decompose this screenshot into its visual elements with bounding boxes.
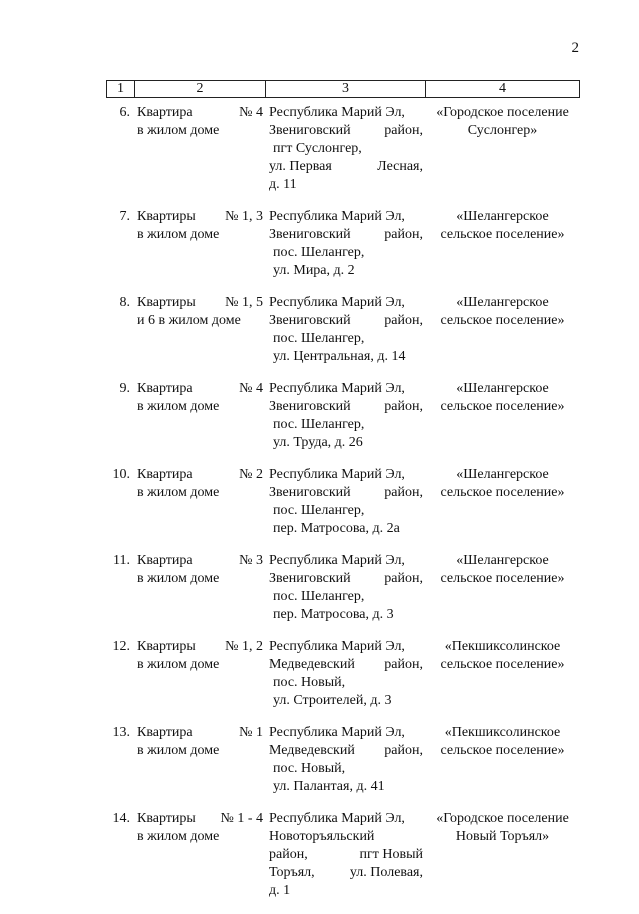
object-name-cell [134, 380, 265, 452]
address-part: Республика Марий Эл, [269, 467, 405, 482]
row-number: 13. [112, 725, 130, 740]
object-number: № 3 [239, 553, 263, 568]
object-location: в жилом доме [137, 399, 220, 414]
address-cell [265, 810, 425, 900]
address-part: Звениговский [269, 571, 351, 586]
object-name-cell [134, 466, 265, 538]
address-part: Республика Марий Эл, [269, 381, 405, 396]
table-header [106, 80, 580, 98]
table-row [106, 380, 580, 452]
object-type: Квартиры [137, 209, 196, 224]
municipality-line: сельское поселение» [440, 227, 565, 242]
municipality-line: «Пекшиксолинское [444, 725, 561, 740]
header-col-3: 3 [266, 81, 426, 97]
table-body [106, 104, 580, 914]
address-cell [265, 294, 425, 366]
address-part: Звениговский [269, 485, 351, 500]
address-part: Республика Марий Эл, [269, 209, 405, 224]
municipality-line: сельское поселение» [440, 485, 565, 500]
address-part: пос. Новый, [273, 761, 346, 776]
municipality-cell [425, 380, 580, 452]
object-number: № 4 [239, 105, 263, 120]
table-row [106, 552, 580, 624]
object-type: Квартира [137, 467, 193, 482]
address-part: ул. Строителей, д. 3 [273, 693, 392, 708]
address-part: район, [384, 571, 423, 586]
address-cell [265, 466, 425, 538]
municipality-line: «Городское поселение [436, 811, 569, 826]
object-location: и 6 в жилом доме [137, 313, 241, 328]
table-row [106, 294, 580, 366]
header-col-4: 4 [499, 81, 506, 96]
header-col-1: 1 [107, 81, 135, 97]
address-part: ул. Мира, д. 2 [273, 263, 355, 278]
row-number: 6. [119, 105, 130, 120]
municipality-line: «Шелангерское [456, 209, 549, 224]
address-part: Республика Марий Эл, [269, 725, 405, 740]
address-part: Республика Марий Эл, [269, 553, 405, 568]
address-part: Медведевский [269, 657, 355, 672]
municipality-line: Суслонгер» [467, 123, 538, 138]
address-cell [265, 638, 425, 710]
address-part: район, [384, 227, 423, 242]
object-number: № 2 [239, 467, 263, 482]
table-row [106, 638, 580, 710]
address-part: район, [384, 313, 423, 328]
address-part: ул. Центральная, д. 14 [273, 349, 406, 364]
object-name-cell [134, 104, 265, 194]
municipality-line: сельское поселение» [440, 399, 565, 414]
address-part: Медведевский [269, 743, 355, 758]
address-part: район, [384, 657, 423, 672]
address-part: д. 1 [269, 883, 291, 898]
object-type: Квартира [137, 553, 193, 568]
object-location: в жилом доме [137, 485, 220, 500]
municipality-line: сельское поселение» [440, 313, 565, 328]
object-location: в жилом доме [137, 657, 220, 672]
table-row [106, 104, 580, 194]
object-type: Квартиры [137, 295, 196, 310]
address-cell [265, 208, 425, 280]
municipality-cell [425, 724, 580, 796]
municipality-line: «Шелангерское [456, 381, 549, 396]
object-location: в жилом доме [137, 829, 220, 844]
object-number: № 1 - 4 [220, 811, 263, 826]
page-number: 2 [571, 40, 579, 56]
address-part: ул. Первая [269, 159, 332, 174]
object-number: № 1, 2 [225, 639, 263, 654]
address-part: район, [384, 743, 423, 758]
address-part: пос. Шелангер, [273, 245, 365, 260]
address-part: Звениговский [269, 313, 351, 328]
municipality-cell [425, 208, 580, 280]
object-type: Квартира [137, 725, 193, 740]
address-part: район, [384, 123, 423, 138]
object-number: № 1 [239, 725, 263, 740]
table-row [106, 466, 580, 538]
address-part: ул. Палантая, д. 41 [273, 779, 385, 794]
row-number: 11. [113, 553, 130, 568]
municipality-line: сельское поселение» [440, 571, 565, 586]
municipality-line: «Шелангерское [456, 467, 549, 482]
object-name-cell [134, 552, 265, 624]
object-type: Квартира [137, 381, 193, 396]
municipality-line: сельское поселение» [440, 657, 565, 672]
municipality-line: «Шелангерское [456, 553, 549, 568]
address-cell [265, 104, 425, 194]
row-number: 7. [119, 209, 130, 224]
object-name-cell [134, 294, 265, 366]
object-location: в жилом доме [137, 227, 220, 242]
object-name-cell [134, 208, 265, 280]
table-row [106, 810, 580, 900]
address-part: район, [269, 847, 308, 862]
address-part: Республика Марий Эл, [269, 105, 405, 120]
address-part: район, [384, 485, 423, 500]
address-part: Звениговский [269, 227, 351, 242]
address-part: ул. Труда, д. 26 [273, 435, 363, 450]
municipality-line: «Пекшиксолинское [444, 639, 561, 654]
address-part: Звениговский [269, 123, 351, 138]
municipality-line: «Городское поселение [436, 105, 569, 120]
municipality-cell [425, 638, 580, 710]
address-part: район, [384, 399, 423, 414]
address-part: ул. Полевая, [349, 865, 423, 880]
municipality-cell [425, 810, 580, 900]
object-location: в жилом доме [137, 571, 220, 586]
address-part: Республика Марий Эл, [269, 811, 405, 826]
address-part: пер. Матросова, д. 2а [273, 521, 400, 536]
row-number: 12. [112, 639, 130, 654]
municipality-line: сельское поселение» [440, 743, 565, 758]
municipality-line: «Шелангерское [456, 295, 549, 310]
object-number: № 1, 5 [225, 295, 263, 310]
address-part: пос. Шелангер, [273, 589, 365, 604]
address-part: Республика Марий Эл, [269, 639, 405, 654]
address-part: пос. Новый, [273, 675, 346, 690]
object-location: в жилом доме [137, 743, 220, 758]
address-cell [265, 724, 425, 796]
address-part: пос. Шелангер, [273, 503, 365, 518]
municipality-cell [425, 552, 580, 624]
municipality-cell [425, 104, 580, 194]
object-location: в жилом доме [137, 123, 220, 138]
object-type: Квартиры [137, 639, 196, 654]
address-cell [265, 552, 425, 624]
address-cell [265, 380, 425, 452]
address-part: Республика Марий Эл, [269, 295, 405, 310]
address-part: д. 11 [269, 177, 297, 192]
address-part: Торъял, [269, 865, 315, 880]
object-type: Квартиры [137, 811, 196, 826]
object-name-cell [134, 724, 265, 796]
object-number: № 1, 3 [225, 209, 263, 224]
row-number: 14. [112, 811, 130, 826]
municipality-cell [425, 466, 580, 538]
address-part: пер. Матросова, д. 3 [273, 607, 394, 622]
municipality-cell [425, 294, 580, 366]
object-number: № 4 [239, 381, 263, 396]
address-part: Лесная, [377, 159, 423, 174]
row-number: 8. [119, 295, 130, 310]
address-part: пгт Новый [359, 847, 423, 862]
address-part: пос. Шелангер, [273, 331, 365, 346]
table-row [106, 208, 580, 280]
municipality-line: Новый Торъял» [455, 829, 550, 844]
row-number: 10. [112, 467, 130, 482]
object-name-cell [134, 638, 265, 710]
address-part: пгт Суслонгер, [273, 141, 362, 156]
address-part: Новоторъяльский [269, 829, 375, 844]
table-row [106, 724, 580, 796]
address-part: пос. Шелангер, [273, 417, 365, 432]
object-name-cell [134, 810, 265, 900]
header-col-2: 2 [135, 81, 266, 97]
row-number: 9. [119, 381, 130, 396]
address-part: Звениговский [269, 399, 351, 414]
object-type: Квартира [137, 105, 193, 120]
